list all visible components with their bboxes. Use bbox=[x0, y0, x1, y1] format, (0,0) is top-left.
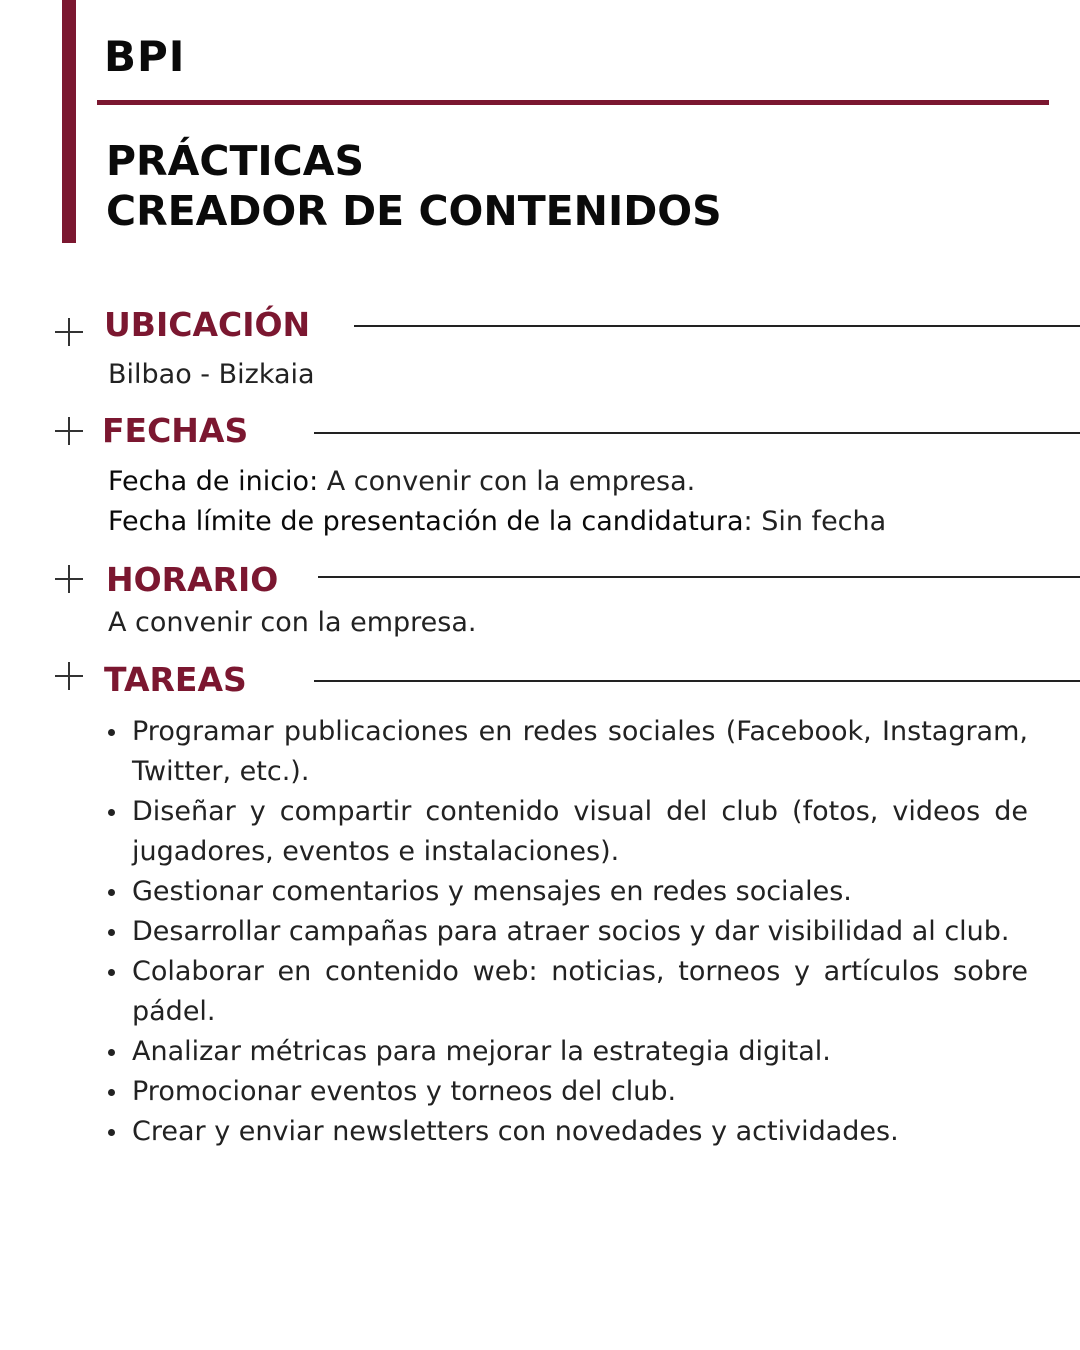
task-item: Desarrollar campañas para atraer socios y dar visibilidad al club. bbox=[104, 912, 1028, 952]
section-divider bbox=[318, 576, 1080, 578]
deadline-label: Fecha límite de presentación de la candidatura bbox=[108, 506, 744, 537]
task-item: Colaborar en contenido web: noticias, torneos y artículos sobre pádel. bbox=[104, 952, 1028, 1032]
deadline-value: : Sin fecha bbox=[743, 506, 887, 537]
accent-bar bbox=[62, 0, 76, 243]
task-item: Analizar métricas para mejorar la estrategia digital. bbox=[104, 1032, 1028, 1072]
plus-icon bbox=[55, 565, 83, 593]
task-item: Gestionar comentarios y mensajes en redes sociales. bbox=[104, 872, 1028, 912]
company-name: BPI bbox=[104, 32, 186, 81]
plus-icon bbox=[55, 662, 83, 690]
page-title-line-2: CREADOR DE CONTENIDOS bbox=[106, 187, 722, 235]
start-date-label: Fecha de inicio: bbox=[108, 466, 319, 497]
schedule-value: A convenir con la empresa. bbox=[108, 607, 477, 638]
task-item: Programar publicaciones en redes sociales (Facebook, Instagram, Twitter, etc.). bbox=[104, 712, 1028, 792]
section-divider bbox=[354, 325, 1080, 327]
task-item: Promocionar eventos y torneos del club. bbox=[104, 1072, 1028, 1112]
task-list bbox=[104, 712, 1028, 1152]
plus-icon bbox=[55, 417, 83, 445]
task-item: Diseñar y compartir contenido visual del club (fotos, videos de jugadores, eventos e instalaciones). bbox=[104, 792, 1028, 872]
plus-icon bbox=[55, 318, 83, 346]
section-divider bbox=[314, 432, 1080, 434]
task-item: Crear y enviar newsletters con novedades y actividades. bbox=[104, 1112, 1028, 1152]
location-value: Bilbao - Bizkaia bbox=[108, 359, 315, 390]
header-divider bbox=[97, 100, 1049, 105]
section-divider bbox=[314, 680, 1080, 682]
section-title-tareas: TAREAS bbox=[104, 660, 247, 699]
section-title-horario: HORARIO bbox=[106, 560, 279, 599]
start-date-line bbox=[108, 466, 695, 497]
deadline-line bbox=[108, 506, 886, 537]
start-date-value: A convenir con la empresa. bbox=[318, 466, 696, 497]
section-title-ubicacion: UBICACIÓN bbox=[104, 305, 311, 344]
section-title-fechas: FECHAS bbox=[102, 411, 249, 450]
page-title-line-1: PRÁCTICAS bbox=[106, 137, 365, 185]
